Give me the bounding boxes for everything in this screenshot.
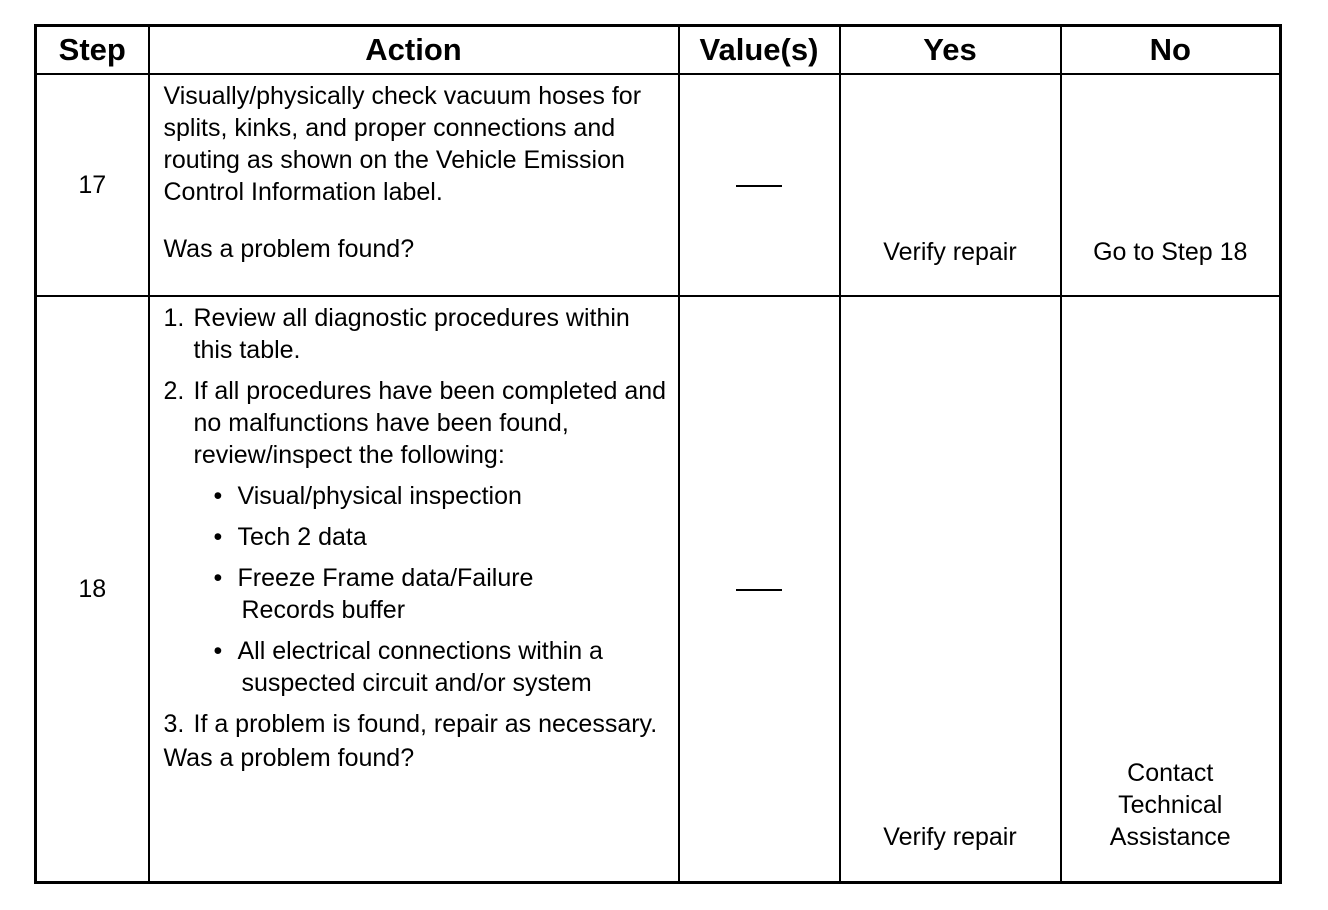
bullet-item: • Freeze Frame data/Failure Records buffer [213, 564, 534, 624]
yes-cell: Verify repair [840, 74, 1061, 296]
header-row [36, 26, 1281, 75]
list-item: 1. Review all diagnostic procedures within this table. [163, 304, 630, 364]
bullet-item: • All electrical connections within a suspected circuit and/or system [213, 637, 603, 697]
header-action: Action [149, 26, 679, 75]
header-step: Step [36, 26, 149, 75]
action-question: Was a problem found? [163, 235, 415, 263]
list-item: 2. If all procedures have been completed and no malfunctions have been found, review/inspect the following: [163, 377, 667, 469]
diagnostic-table [34, 24, 1282, 884]
header-values: Value(s) [679, 26, 840, 75]
yes-cell: Verify repair [840, 296, 1061, 883]
action-question: Was a problem found? [163, 744, 415, 772]
action-cell [149, 296, 679, 883]
bullet-icon: • [213, 564, 223, 592]
action-text: Visually/physically check vacuum hoses for splits, kinks, and proper connections and routing as shown on the Vehicle Emission Control Information label. [163, 82, 642, 206]
table-row-step-18 [36, 296, 1281, 883]
step-number: 17 [36, 74, 149, 296]
value-cell [679, 296, 840, 883]
value-dash [736, 185, 782, 187]
step-number: 18 [36, 296, 149, 883]
header-yes: Yes [840, 26, 1061, 75]
no-cell: Go to Step 18 [1061, 74, 1281, 296]
header-no: No [1061, 26, 1281, 75]
table-row-step-17 [36, 74, 1281, 296]
bullet-icon: • [213, 482, 223, 510]
bullet-icon: • [213, 523, 223, 551]
action-cell [149, 74, 679, 296]
bullet-item: • Visual/physical inspection [213, 482, 522, 510]
bullet-item: • Tech 2 data [213, 523, 367, 551]
value-cell [679, 74, 840, 296]
value-dash [736, 589, 782, 591]
list-item: 3. If a problem is found, repair as necessary. [163, 710, 658, 738]
no-cell: Contact Technical Assistance [1061, 296, 1281, 883]
bullet-icon: • [213, 637, 223, 665]
